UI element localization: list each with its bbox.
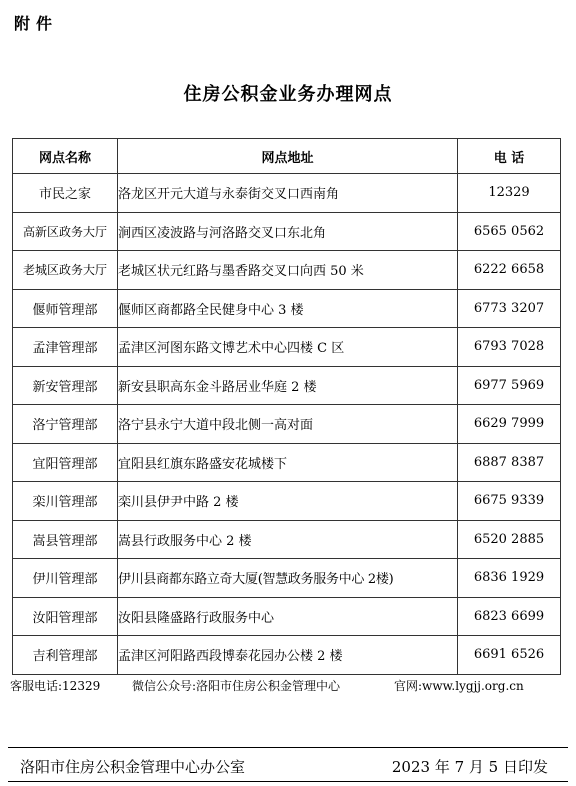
outlet-phone: 6836 1929 <box>458 559 561 598</box>
table-row <box>13 482 561 521</box>
outlet-address: 栾川县伊尹中路 2 楼 <box>118 482 458 521</box>
outlet-phone: 6793 7028 <box>458 328 561 367</box>
outlet-phone: 6823 6699 <box>458 597 561 636</box>
website-link[interactable]: 官网:www.lygjj.org.cn <box>394 679 524 693</box>
table-row <box>13 212 561 251</box>
table-row <box>13 636 561 675</box>
outlet-name: 栾川管理部 <box>13 482 118 521</box>
outlet-name: 伊川管理部 <box>13 559 118 598</box>
table-row <box>13 443 561 482</box>
outlet-address: 偃师区商都路全民健身中心 3 楼 <box>118 289 458 328</box>
outlet-phone: 12329 <box>458 174 561 213</box>
issuer-top-divider <box>8 747 568 748</box>
outlet-address: 孟津区河图东路文博艺术中心四楼 C 区 <box>118 328 458 367</box>
header-phone: 电 话 <box>458 139 561 174</box>
attachment-label: 附件 <box>14 14 59 33</box>
table-row <box>13 366 561 405</box>
outlet-name: 孟津管理部 <box>13 328 118 367</box>
outlet-phone: 6691 6526 <box>458 636 561 675</box>
outlet-address: 老城区状元红路与墨香路交叉口向西 50 米 <box>118 251 458 290</box>
issue-date: 2023 年 7 月 5 日印发 <box>391 758 548 776</box>
outlet-name: 宜阳管理部 <box>13 443 118 482</box>
outlet-address: 孟津区河阳路西段博泰花园办公楼 2 楼 <box>118 636 458 675</box>
outlet-name: 嵩县管理部 <box>13 520 118 559</box>
outlet-address: 涧西区凌波路与河洛路交叉口东北角 <box>118 212 458 251</box>
header-name: 网点名称 <box>13 139 118 174</box>
outlet-name: 老城区政务大厅 <box>13 251 118 290</box>
outlet-name: 汝阳管理部 <box>13 597 118 636</box>
table-header-row <box>13 139 561 174</box>
outlet-phone: 6222 6658 <box>458 251 561 290</box>
outlet-phone: 6629 7999 <box>458 405 561 444</box>
customer-hotline: 客服电话:12329 <box>10 679 101 693</box>
table-row <box>13 251 561 290</box>
outlet-name: 洛宁管理部 <box>13 405 118 444</box>
issuer-bottom-divider <box>8 781 568 782</box>
table-row <box>13 174 561 213</box>
table-row <box>13 405 561 444</box>
table-row <box>13 328 561 367</box>
outlet-name: 偃师管理部 <box>13 289 118 328</box>
outlet-address: 洛龙区开元大道与永泰街交叉口西南角 <box>118 174 458 213</box>
outlet-phone: 6565 0562 <box>458 212 561 251</box>
outlet-address: 宜阳县红旗东路盛安花城楼下 <box>118 443 458 482</box>
outlet-name: 市民之家 <box>13 174 118 213</box>
table-row <box>13 597 561 636</box>
outlet-address: 洛宁县永宁大道中段北侧一高对面 <box>118 405 458 444</box>
outlet-name: 新安管理部 <box>13 366 118 405</box>
outlet-address: 汝阳县隆盛路行政服务中心 <box>118 597 458 636</box>
table-row <box>13 559 561 598</box>
outlet-address: 嵩县行政服务中心 2 楼 <box>118 520 458 559</box>
outlet-address: 伊川县商都东路立奇大厦(智慧政务服务中心 2楼) <box>118 559 458 598</box>
outlet-phone: 6887 8387 <box>458 443 561 482</box>
wechat-account: 微信公众号:洛阳市住房公积金管理中心 <box>132 679 341 693</box>
table-row <box>13 289 561 328</box>
outlet-address: 新安县职高东金斗路居业华庭 2 楼 <box>118 366 458 405</box>
issuing-office: 洛阳市住房公积金管理中心办公室 <box>20 758 246 776</box>
outlet-phone: 6675 9339 <box>458 482 561 521</box>
outlet-phone: 6520 2885 <box>458 520 561 559</box>
header-address: 网点地址 <box>118 139 458 174</box>
outlet-name: 吉利管理部 <box>13 636 118 675</box>
table-row <box>13 520 561 559</box>
outlet-phone: 6773 3207 <box>458 289 561 328</box>
outlet-phone: 6977 5969 <box>458 366 561 405</box>
document-title: 住房公积金业务办理网点 <box>183 84 393 105</box>
service-outlets-table <box>12 138 561 675</box>
outlet-name: 高新区政务大厅 <box>13 212 118 251</box>
